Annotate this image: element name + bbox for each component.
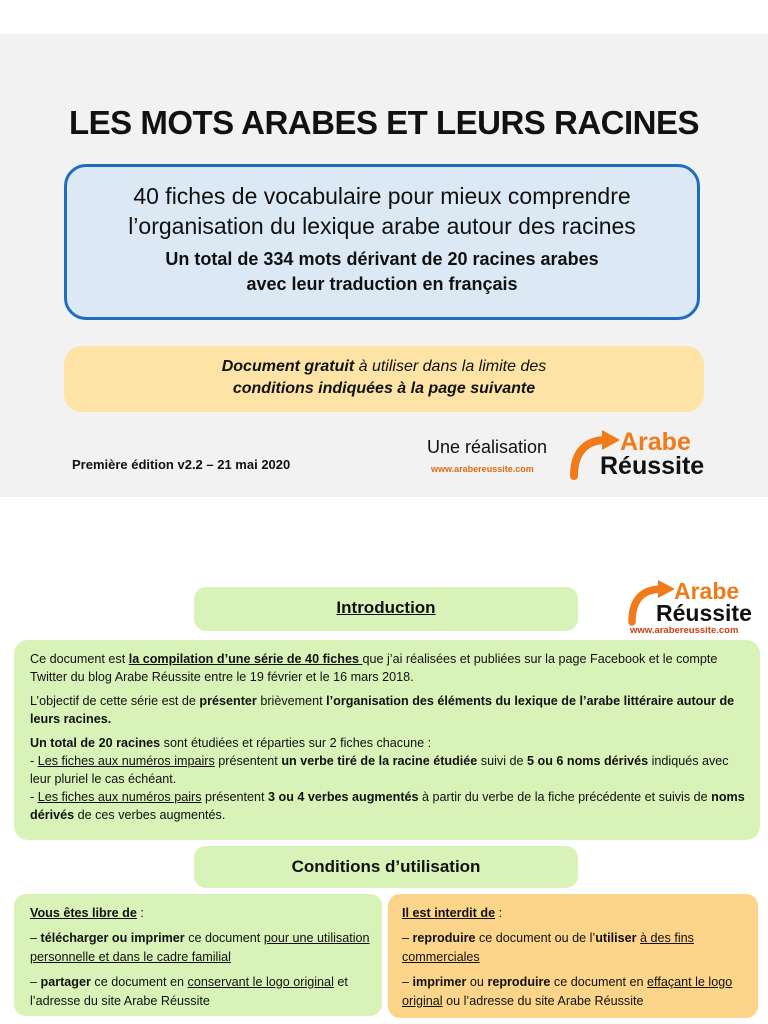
text-emphasis: Vous êtes libre de	[30, 906, 137, 920]
logo-reussite-text: Réussite	[600, 452, 705, 480]
logo-site-link[interactable]: www.arabereussite.com	[630, 625, 739, 636]
conditions-heading: Conditions d’utilisation	[194, 846, 578, 888]
arabe-reussite-logo	[624, 578, 760, 636]
forbidden-uses-box	[388, 894, 758, 1018]
arabe-reussite-logo	[568, 428, 708, 480]
text: -	[30, 754, 38, 768]
text: ou l’adresse du site Arabe Réussite	[442, 994, 644, 1008]
intro-list-item	[30, 752, 746, 788]
text: sont étudiées et réparties sur 2 fiches chacune :	[160, 736, 432, 750]
license-note	[64, 346, 704, 412]
page-title: LES MOTS ARABES ET LEURS RACINES	[69, 104, 699, 141]
text: à partir du verbe de la fiche précédente et suivis de	[418, 790, 712, 804]
text-underline: pour une utilisation personnelle et dans le cadre familial	[30, 930, 370, 964]
text-underline: conservant le logo original	[187, 974, 334, 989]
text: –	[402, 930, 413, 945]
text: ce document ou de l’	[475, 930, 596, 945]
realisation-label: Une réalisation	[427, 437, 548, 457]
text: –	[402, 974, 413, 989]
logo-arabe-text: Arabe	[620, 428, 691, 456]
forbidden-item	[402, 929, 748, 968]
text: –	[30, 930, 41, 945]
intro-paragraph	[30, 692, 746, 728]
text-emphasis: présenter	[199, 694, 257, 708]
text-emphasis: imprimer	[412, 974, 467, 989]
conditions-reference: conditions indiquées à la page suivante	[232, 380, 536, 397]
summary-line: Un total de 334 mots dérivant de 20 racines arabes	[165, 249, 599, 269]
text-emphasis: 5 ou 6 noms dérivés	[527, 754, 649, 768]
text: :	[136, 906, 144, 920]
text: –	[30, 974, 41, 989]
site-link[interactable]: www.arabereussite.com	[431, 464, 534, 474]
text: Ce document est	[30, 652, 129, 666]
subtitle-line: l’organisation du lexique arabe autour des racines	[128, 213, 636, 239]
text: :	[495, 906, 503, 920]
intro-paragraph	[30, 734, 746, 752]
text-emphasis: télécharger ou imprimer	[40, 930, 185, 945]
text-emphasis: 3 ou 4 verbes augmentés	[268, 790, 419, 804]
free-doc-label: Document gratuit	[221, 358, 355, 375]
intro-list-item	[30, 788, 746, 824]
text-underline: Les fiches aux numéros impairs	[37, 754, 215, 768]
subtitle-box	[64, 164, 700, 320]
text: de ces verbes augmentés.	[74, 808, 226, 822]
summary-line: avec leur traduction en français	[246, 274, 518, 294]
text: présentent	[214, 754, 282, 768]
text-emphasis: partager	[40, 974, 91, 989]
text: indiqués avec leur pluriel le cas échéant.	[30, 754, 729, 786]
forbidden-item	[402, 973, 748, 1012]
allowed-uses-box	[14, 894, 382, 1016]
text-underline: Les fiches aux numéros pairs	[37, 790, 202, 804]
text: ce document en	[90, 974, 188, 989]
text-underline: à des fins commerciales	[402, 930, 694, 964]
text: ce document	[184, 930, 264, 945]
allowed-title	[30, 904, 372, 924]
text: -	[30, 790, 38, 804]
text-emphasis: Il est interdit de	[402, 906, 496, 920]
edition-label: Première édition v2.2 – 21 mai 2020	[72, 457, 291, 472]
introduction-heading: Introduction	[194, 587, 578, 631]
logo-arabe-text: Arabe	[674, 578, 740, 604]
text: ou	[466, 974, 488, 989]
text: L’objectif de cette série est de	[30, 694, 200, 708]
text: présentent	[201, 790, 269, 804]
text-emphasis: un verbe tiré de la racine étudiée	[281, 754, 478, 768]
text-emphasis: reproduire	[487, 974, 551, 989]
text-emphasis: la compilation d’une série de 40 fiches	[128, 652, 363, 666]
text-emphasis: reproduire	[412, 930, 476, 945]
text-emphasis: l’organisation des éléments du lexique de l’arabe littéraire autour de leurs racines.	[30, 694, 735, 726]
text: et l’adresse du site Arabe Réussite	[30, 974, 348, 1008]
allowed-item	[30, 973, 372, 1012]
text: que j’ai réalisées et publiées sur la page Facebook et le compte Twitter du blog Arabe Réussite entre le 19 février et le 16 mars 2018.	[30, 652, 718, 684]
text: ce document en	[550, 974, 648, 989]
text-emphasis: utiliser	[595, 930, 637, 945]
text-underline: effaçant le logo original	[402, 974, 733, 1008]
subtitle-line: 40 fiches de vocabulaire pour mieux comprendre	[133, 183, 631, 209]
text: suivi de	[477, 754, 527, 768]
intro-paragraph	[30, 650, 746, 686]
text-emphasis: noms dérivés	[30, 790, 745, 822]
logo-reussite-text: Réussite	[656, 600, 752, 626]
text: brièvement	[256, 694, 327, 708]
license-text: à utiliser dans la limite des	[354, 358, 547, 375]
forbidden-title	[402, 904, 748, 924]
text-emphasis: Un total de 20 racines	[30, 736, 161, 750]
allowed-item	[30, 929, 372, 968]
introduction-body	[14, 640, 760, 840]
